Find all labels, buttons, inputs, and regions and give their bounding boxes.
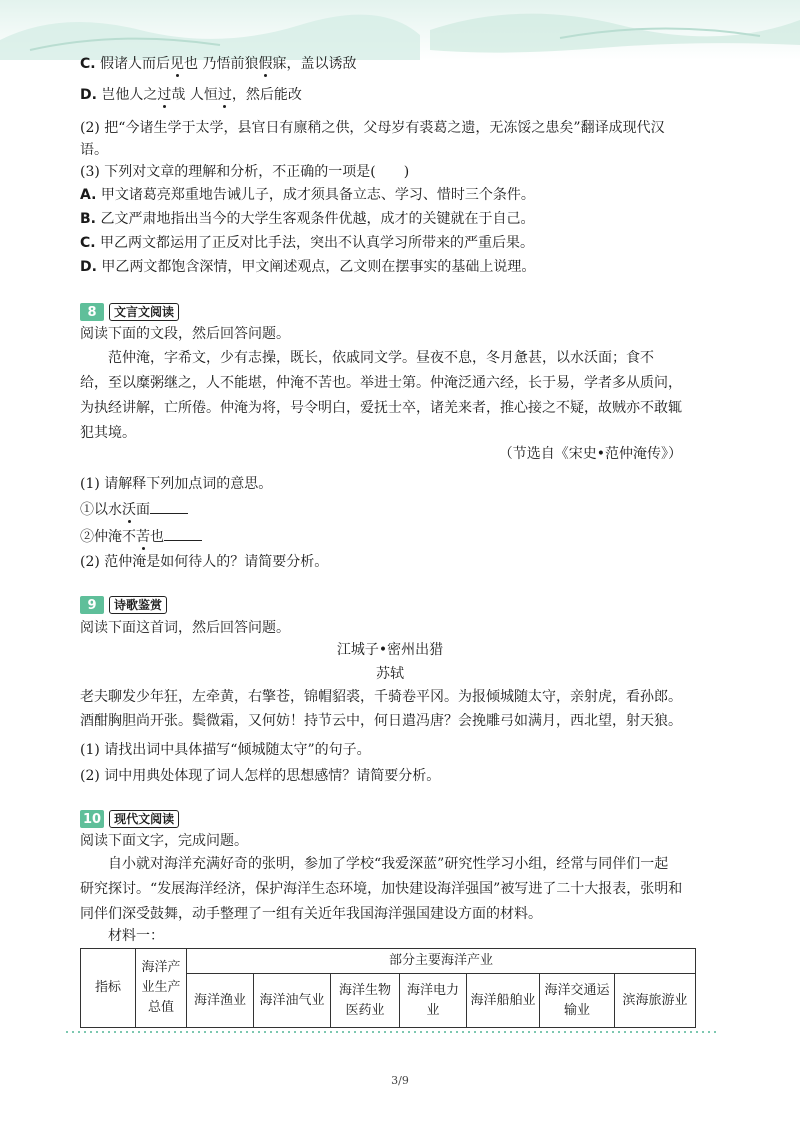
q10-header <box>80 809 179 829</box>
question-type-tag: 文言文阅读 <box>109 303 179 321</box>
q10-passage-line: 同伴们深受鼓舞，动手整理了一组有关近年我国海洋强国建设方面的材料。 <box>80 906 542 922</box>
q7-question-3: (3) 下列对文章的理解和分析，不正确的一项是( ) <box>80 164 410 180</box>
table-header-group: 部分主要海洋产业 <box>187 949 696 974</box>
material-label: 材料一： <box>80 928 164 944</box>
q10-intro: 阅读下面文字，完成问题。 <box>80 833 248 849</box>
q9-header <box>80 595 167 615</box>
q7-choice-a: A. 甲文诸葛亮郑重地告诫儿子，成才须具备立志、学习、惜时三个条件。 <box>80 187 535 203</box>
answer-blank[interactable] <box>150 499 188 514</box>
q8-sub-question-2: (2) 范仲淹是如何待人的？请简要分析。 <box>80 554 329 570</box>
table-header-cell: 海洋油气业 <box>254 974 331 1028</box>
q7-question-2: (2) 把“今诸生学于太学，县官日有廪稍之供，父母岁有裘葛之遗，无冻馁之患矣”翻译成现代汉 <box>80 120 665 136</box>
q8-passage-line: 范仲淹，字希文，少有志操，既长，依戚同文学。昼夜不息，冬月惫甚，以水沃面；食不 <box>80 350 654 366</box>
q7-option-c: C. 假诸人而后见也 乃悟前狼假寐，盖以诱敌 <box>80 56 357 72</box>
question-type-tag: 诗歌鉴赏 <box>109 596 167 614</box>
table-header-cell: 海洋船舶业 <box>467 974 540 1028</box>
table-header-cell: 海洋生物 医药业 <box>331 974 400 1028</box>
table-header-cell: 海洋渔业 <box>187 974 254 1028</box>
poem-line: 老夫聊发少年狂，左牵黄，右擎苍，锦帽貂裘，千骑卷平冈。为报倾城随太守，亲射虎，看孙郎。 <box>80 689 682 705</box>
q7-choice-d: D. 甲乙两文都饱含深情，甲文阐述观点，乙文则在摆事实的基础上说理。 <box>80 259 536 275</box>
q8-header <box>80 302 179 322</box>
table-header-indicator: 指标 <box>81 949 136 1028</box>
q8-sub-question-1: (1) 请解释下列加点词的意思。 <box>80 476 273 492</box>
q8-item-1: ①以水沃面 <box>80 499 188 520</box>
q8-source: （节选自《宋史•范仲淹传》） <box>498 446 682 462</box>
q8-intro: 阅读下面的文段，然后回答问题。 <box>80 326 290 342</box>
q7-option-d: D. 岂他人之过哉 人恒过，然后能改 <box>80 87 302 103</box>
table-header-cell: 海洋交通运 输业 <box>540 974 615 1028</box>
poem-title: 江城子•密州出猎 <box>336 642 444 658</box>
poem-author: 苏轼 <box>376 666 404 682</box>
footer-divider <box>66 1030 716 1034</box>
q7-choice-c: C. 甲乙两文都运用了正反对比手法，突出不认真学习所带来的严重后果。 <box>80 235 535 251</box>
q10-passage-line: 研究探讨。“发展海洋经济，保护海洋生态环境，加快建设海洋强国”被写进了二十大报表，张明和 <box>80 881 683 897</box>
q9-intro: 阅读下面这首词，然后回答问题。 <box>80 620 290 636</box>
q10-passage-line: 自小就对海洋充满好奇的张明，参加了学校“我爱深蓝”研究性学习小组，经常与同伴们一起 <box>80 856 669 872</box>
answer-blank[interactable] <box>164 526 202 541</box>
data-table <box>80 948 696 1028</box>
header-banner <box>0 0 800 60</box>
q7-question-2-cont: 语。 <box>80 142 108 158</box>
q9-sub-question-2: (2) 词中用典处体现了词人怎样的思想感情？请简要分析。 <box>80 768 441 784</box>
q8-passage-line: 给，至以糜粥继之，人不能堪，仲淹不苦也。举进士第。仲淹泛通六经，长于易，学者多从质问， <box>80 375 682 391</box>
page-number: 3/9 <box>391 1074 409 1087</box>
q9-sub-question-1: (1) 请找出词中具体描写“倾城随太守”的句子。 <box>80 742 371 758</box>
table-header-cell: 海洋电力 业 <box>400 974 467 1028</box>
question-number-badge: 10 <box>80 810 104 828</box>
q7-choice-b: B. 乙文严肃地指出当今的大学生客观条件优越，成才的关键就在于自己。 <box>80 211 535 227</box>
table-header-total: 海洋产 业生产 总值 <box>136 949 187 1028</box>
table-header-cell: 滨海旅游业 <box>615 974 696 1028</box>
question-number-badge: 9 <box>80 596 104 614</box>
question-number-badge: 8 <box>80 303 104 321</box>
q8-passage-line: 犯其境。 <box>80 425 136 441</box>
q8-item-2: ②仲淹不苦也 <box>80 526 202 547</box>
q8-passage-line: 为执经讲解，亡所倦。仲淹为将，号令明白，爱抚士卒，诸羌来者，推心接之不疑，故贼亦不敢辄 <box>80 400 682 416</box>
question-type-tag: 现代文阅读 <box>109 810 179 828</box>
poem-line: 酒酣胸胆尚开张。鬓微霜，又何妨！持节云中，何日遣冯唐？会挽雕弓如满月，西北望，射天狼。 <box>80 713 682 729</box>
